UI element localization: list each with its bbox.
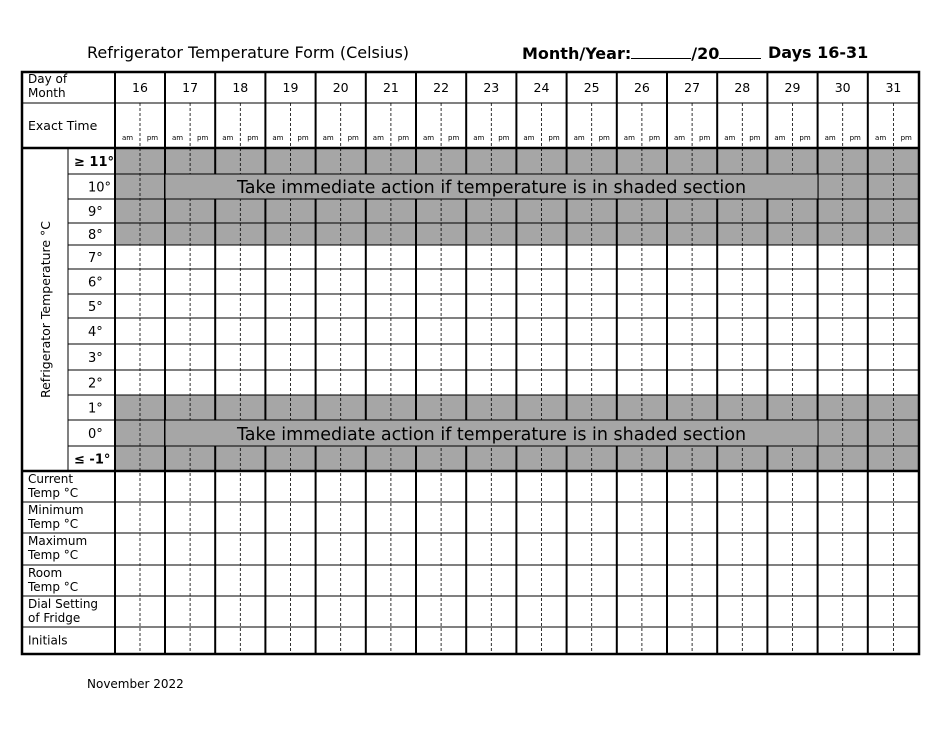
- am-label-31: am: [875, 134, 887, 142]
- temp-row-label-5: 6°: [88, 275, 103, 291]
- bottom-row-label-3-line2: Temp °C: [28, 580, 79, 594]
- am-label-26: am: [623, 134, 635, 142]
- bottom-row-label-2-line2: Temp °C: [28, 548, 79, 562]
- am-label-20: am: [322, 134, 334, 142]
- pm-label-24: pm: [548, 134, 560, 142]
- day-20-header: 20: [332, 80, 349, 95]
- temp-row-label-12: ≤ -1°: [74, 452, 111, 468]
- exact-time-label: Exact Time: [28, 118, 98, 133]
- temp-row-label-3: 8°: [88, 228, 103, 243]
- pm-label-22: pm: [448, 134, 460, 142]
- temp-row-label-2: 9°: [88, 205, 103, 220]
- pm-label-26: pm: [648, 134, 661, 142]
- pm-label-29: pm: [799, 134, 811, 142]
- am-label-28: am: [724, 134, 736, 142]
- am-label-18: am: [222, 134, 234, 142]
- bottom-row-label-0-line2: Temp °C: [28, 486, 79, 500]
- day-17-header: 17: [182, 80, 199, 95]
- pm-label-28: pm: [749, 134, 761, 142]
- day-16-header: 16: [132, 80, 148, 95]
- am-label-22: am: [422, 134, 435, 142]
- bottom-row-label-2-line1: Maximum: [28, 534, 88, 548]
- am-label-30: am: [824, 134, 836, 142]
- temp-row-label-10: 1°: [88, 401, 103, 417]
- temp-row-label-6: 5°: [88, 300, 103, 315]
- temp-row-label-1: 10°: [88, 180, 112, 196]
- pm-label-30: pm: [849, 134, 861, 142]
- pm-label-16: pm: [146, 134, 159, 142]
- form-title: Refrigerator Temperature Form (Celsius): [87, 43, 410, 62]
- bottom-row-label-1-line2: Temp °C: [28, 517, 79, 531]
- day-18-header: 18: [232, 80, 249, 95]
- am-label-19: am: [272, 134, 284, 142]
- am-label-17: am: [171, 134, 184, 142]
- temp-row-label-11: 0°: [88, 427, 103, 442]
- year-prefix: /20: [691, 44, 720, 63]
- day-25-header: 25: [583, 80, 600, 95]
- warning-lower: Take immediate action if temperature is in shaded section: [236, 425, 747, 445]
- day-24-header: 24: [533, 80, 550, 95]
- bottom-row-label-3-line1: Room: [28, 566, 63, 580]
- day-22-header: 22: [433, 80, 450, 95]
- pm-label-19: pm: [297, 134, 309, 142]
- temp-row-label-7: 4°: [88, 325, 103, 340]
- day-27-header: 27: [684, 80, 701, 95]
- month-year-label: Month/Year:: [522, 44, 632, 63]
- bottom-row-label-4-line2: of Fridge: [28, 611, 81, 625]
- day-26-header: 26: [633, 80, 650, 95]
- pm-label-18: pm: [247, 134, 259, 142]
- pm-label-25: pm: [598, 134, 610, 142]
- bottom-row-label-4-line1: Dial Setting: [28, 597, 99, 611]
- day-23-header: 23: [483, 80, 500, 95]
- temp-row-label-4: 7°: [88, 251, 103, 266]
- temperature-axis-label: Refrigerator Temperature °C: [38, 220, 53, 399]
- am-label-27: am: [673, 134, 686, 142]
- day-31-header: 31: [885, 80, 902, 95]
- pm-label-23: pm: [498, 134, 510, 142]
- day-28-header: 28: [734, 80, 751, 95]
- day-19-header: 19: [282, 80, 299, 95]
- day-30-header: 30: [834, 80, 851, 95]
- am-label-29: am: [774, 134, 786, 142]
- bottom-row-label-1-line1: Minimum: [28, 503, 84, 517]
- bottom-row-label-0-line1: Current: [28, 472, 74, 486]
- am-label-24: am: [523, 134, 535, 142]
- day-21-header: 21: [382, 80, 399, 95]
- day-of-month-label: Day of Month: [28, 72, 68, 100]
- warning-upper: Take immediate action if temperature is in shaded section: [236, 178, 747, 198]
- bottom-row-label-5: Initials: [28, 633, 68, 648]
- am-label-21: am: [372, 134, 384, 142]
- pm-label-20: pm: [347, 134, 359, 142]
- pm-label-21: pm: [397, 134, 410, 142]
- pm-label-17: pm: [197, 134, 209, 142]
- am-label-23: am: [473, 134, 485, 142]
- am-label-25: am: [573, 134, 585, 142]
- am-label-16: am: [121, 134, 134, 142]
- day-29-header: 29: [784, 80, 801, 95]
- temp-row-label-0: ≥ 11°: [74, 155, 115, 170]
- temp-row-label-8: 3°: [88, 351, 103, 366]
- days-range: Days 16-31: [768, 43, 869, 62]
- temp-row-label-9: 2°: [88, 376, 103, 392]
- pm-label-31: pm: [900, 134, 912, 142]
- footer-date: November 2022: [87, 677, 184, 691]
- pm-label-27: pm: [699, 134, 711, 142]
